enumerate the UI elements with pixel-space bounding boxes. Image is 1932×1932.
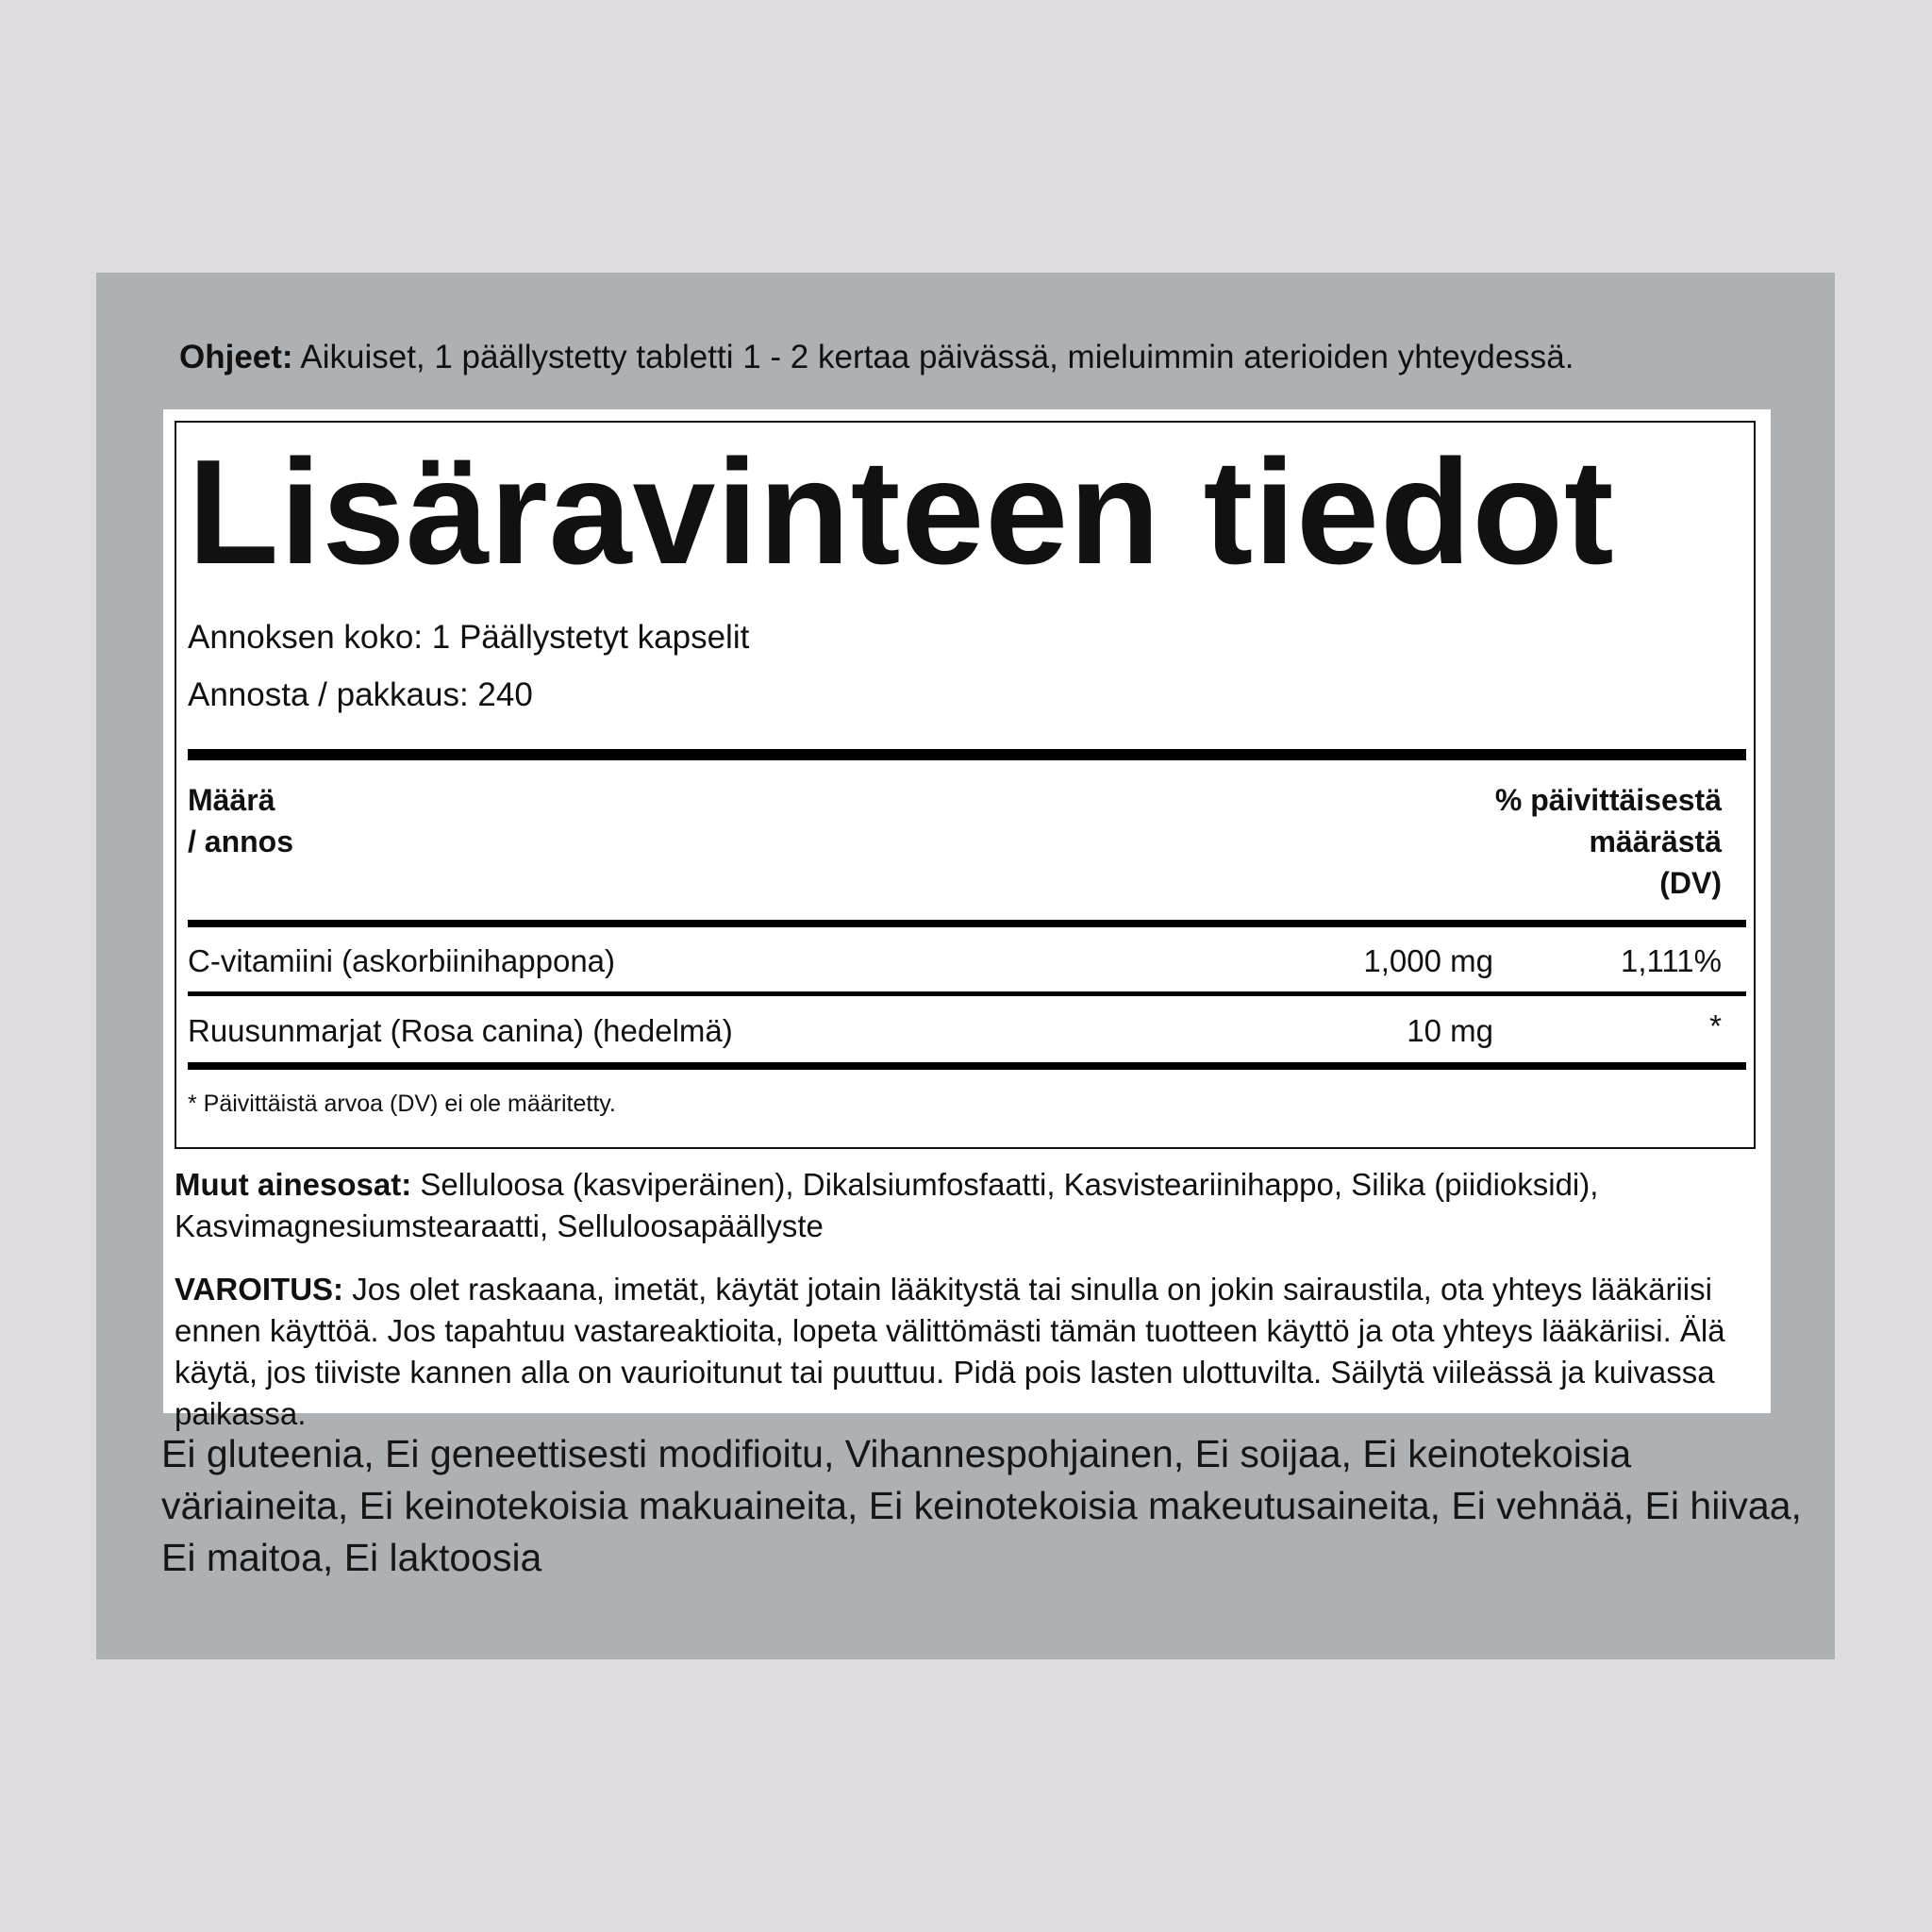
nutrient-daily-value: *: [1709, 1008, 1722, 1043]
amount-header-line1: Määrä: [188, 783, 275, 817]
other-ingredients-label: Muut ainesosat:: [175, 1167, 412, 1202]
nutrient-name: Ruusunmarjat (Rosa canina) (hedelmä): [188, 1013, 733, 1048]
dv-header-line1: % päivittäisestä: [1494, 783, 1722, 817]
supplement-facts-box: [175, 421, 1756, 1149]
nutrient-amount: 1,000 mg: [1363, 943, 1493, 978]
warning-label: VAROITUS:: [175, 1272, 344, 1307]
directions-body: Aikuiset, 1 päällystetty tabletti 1 - 2 kertaa päivässä, mieluimmin aterioiden yhteydessä.: [292, 339, 1574, 375]
dv-header-line2: määrästä: [1589, 824, 1722, 858]
nutrient-name: C-vitamiini (askorbiinihappona): [188, 943, 616, 978]
directions-text: [179, 337, 1783, 378]
dv-header-line3: (DV): [1659, 866, 1722, 900]
row-divider: [188, 991, 1746, 996]
other-ingredients-text: Selluloosa (kasviperäinen), Dikalsiumfosfaatti, Kasvisteariinihappo, Silika (piidioksidi), Kasvimagnesiumstearaatti, Selluloosapäällyste: [175, 1167, 1599, 1243]
nutrient-daily-value: 1,111%: [1620, 943, 1722, 978]
bottom-divider: [188, 1062, 1746, 1070]
other-ingredients: [175, 1164, 1769, 1247]
header-divider: [188, 920, 1746, 927]
daily-value-header: [1495, 779, 1722, 904]
servings-per-container: Annosta / pakkaus: 240: [188, 676, 533, 713]
amount-header-line2: / annos: [188, 824, 294, 858]
amount-per-serving-header: [188, 779, 293, 862]
thick-divider: [188, 749, 1746, 760]
serving-size: Annoksen koko: 1 Päällystetyt kapselit: [188, 619, 750, 656]
nutrient-amount: 10 mg: [1407, 1013, 1493, 1048]
warning: [175, 1269, 1769, 1435]
free-from-claims: Ei gluteenia, Ei geneettisesti modifioitu, Vihannespohjainen, Ei soijaa, Ei keinotekoisia väriaineita, Ei keinotekoisia makuaineita, Ei keinotekoisia makeutusaineita, Ei vehnää, Ei hiivaa, Ei maitoa, Ei laktoosia: [161, 1432, 1802, 1579]
dv-footnote: * Päivittäistä arvoa (DV) ei ole määritetty.: [188, 1091, 616, 1117]
directions-label: Ohjeet:: [179, 339, 293, 375]
facts-title: Lisäravinteen tiedot: [188, 429, 1615, 595]
label-white-area: [163, 409, 1771, 1431]
warning-text: Jos olet raskaana, imetät, käytät jotain lääkitystä tai sinulla on jokin sairaustila, ota yhteys lääkäriisi ennen käyttöä. Jos tapahtuu vastareaktioita, lopeta välittömästi tämän tuotteen käyttö ja ota yhteys lääkäriisi. Älä käytä, jos tiiviste kannen alla on vaurioitunut tai puuttuu. Pidä pois lasten ulottuvilta. Säilytä viileässä ja kuivassa paikassa.: [175, 1272, 1725, 1431]
label-panel: [96, 273, 1835, 1659]
